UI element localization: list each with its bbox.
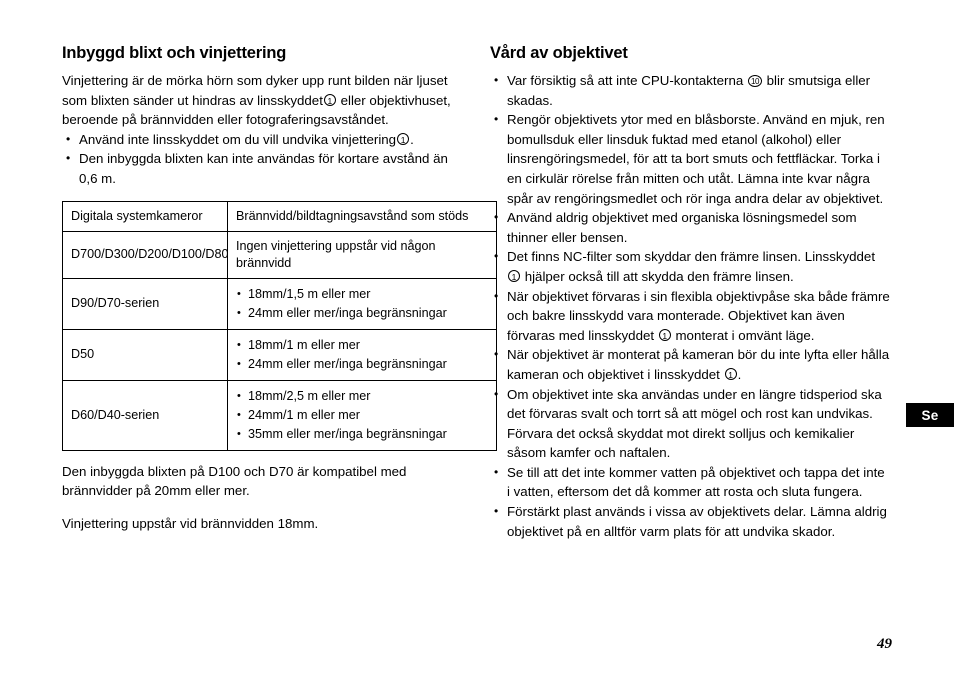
table-cell-list	[236, 285, 488, 323]
table-header-cell-focal: Brännvidd/bildtagningsavstånd som stöds	[228, 201, 497, 231]
list-item	[490, 71, 890, 110]
bullet-text-part1: Det finns NC-filter som skyddar den främre linsen. Linsskyddet	[507, 249, 876, 265]
list-item: • 18mm/2,5 m eller mer	[236, 387, 488, 406]
bullet-text-part1: Förstärkt plast används i vissa av objektivets delar. Lämna aldrig objektivet på en alltför varm plats för att undvika skador.	[507, 504, 887, 539]
right-bullet-list	[490, 71, 890, 541]
list-item	[62, 149, 462, 188]
left-bullet-list	[62, 130, 462, 189]
list-item	[490, 345, 890, 384]
bullet-text-part2: .	[410, 131, 414, 147]
right-column	[490, 44, 890, 541]
circled-number-10-icon: 10	[748, 75, 762, 87]
bullet-text-part2: blir smutsiga eller skadas.	[507, 73, 871, 108]
left-column	[62, 44, 469, 534]
compatibility-table	[62, 201, 497, 451]
circled-number-1-icon: 1	[324, 94, 336, 106]
list-item	[490, 287, 890, 346]
bullet-text-part1: När objektivet är monterat på kameran bör du inte lyfta eller hålla kameran och objektivet i linsskyddet	[507, 347, 890, 382]
list-item	[490, 247, 890, 286]
table-cell-camera: D700/D300/D200/D100/D80	[63, 231, 228, 278]
table-cell-camera: D50	[63, 329, 228, 380]
language-tab-label: Se	[921, 407, 939, 423]
table-row	[63, 329, 497, 380]
list-item: • 24mm eller mer/inga begränsningar	[236, 355, 488, 374]
list-item: • 24mm/1 m eller mer	[236, 406, 488, 425]
list-item	[490, 385, 890, 463]
table-cell-focal	[228, 380, 497, 450]
table-cell-list	[236, 387, 488, 444]
page-number: 49	[877, 636, 892, 652]
table-cell-camera: D60/D40-serien	[63, 380, 228, 450]
circled-number-1-icon: 1	[508, 270, 520, 282]
bullet-text-part1: Om objektivet inte ska användas under en längre tidsperiod ska det förvaras svalt och torrt så att mögel och rost kan undvikas. Förvara det också skyddat mot direkt solljus och kemikalier såsom kamfer och naftalen.	[507, 386, 882, 461]
table-cell-camera: D90/D70-serien	[63, 278, 228, 329]
table-row	[63, 231, 497, 278]
list-item	[490, 208, 890, 247]
bullet-text-part2: .	[737, 366, 742, 382]
table-row	[63, 380, 497, 450]
bullet-text-part1: När objektivet förvaras i sin flexibla objektivpåse ska både främre och bakre linsskydd vara monterade. Objektivet kan även förvaras med linsskyddet	[507, 288, 890, 343]
table-cell-focal	[228, 278, 497, 329]
table-cell-focal: Ingen vinjettering uppstår vid någon brännvidd	[228, 231, 497, 278]
bullet-text-part1: Se till att det inte kommer vatten på objektivet och tappa det inte i vatten, eftersom det då kommer att rosta och sluta fungera.	[507, 464, 885, 500]
table-row	[63, 278, 497, 329]
list-item	[62, 130, 462, 150]
list-item	[490, 110, 890, 208]
left-footnote-2: Vinjettering uppstår vid brännvidden 18mm.	[62, 516, 319, 532]
language-tab-se	[906, 403, 954, 427]
list-item	[490, 502, 890, 541]
left-intro-paragraph	[62, 71, 462, 130]
list-item: • 35mm eller mer/inga begränsningar	[236, 425, 488, 444]
table-header-cell-camera: Digitala systemkameror	[63, 201, 228, 231]
bullet-text-part1: Rengör objektivets ytor med en blåsborste. Använd en mjuk, ren bomullsduk eller linsduk fuktad med etanol (alkohol) eller linsrengöringsmedel, för att ta bort smuts och fettfläckar. Torka i en cirkulär rörelse från mitten och utåt. Lämna inte kvar några spår av rengöringsmedlet och rör inga andra delar av objektivet.	[507, 112, 885, 206]
circled-number-1-icon: 1	[725, 368, 737, 380]
table-cell-list	[236, 336, 488, 374]
list-item: • 24mm eller mer/inga begränsningar	[236, 304, 488, 323]
left-section-title: Inbyggd blixt och vinjettering	[62, 44, 287, 62]
list-item: • 18mm/1 m eller mer	[236, 336, 488, 355]
left-intro-part2: eller objektivhuset, beroende på brännvidden eller fotograferingsavståndet.	[62, 92, 451, 128]
bullet-text-part1: Var försiktig så att inte CPU-kontakterna	[507, 73, 744, 88]
table-cell-focal	[228, 329, 497, 380]
list-item: • 18mm/1,5 m eller mer	[236, 285, 488, 304]
circled-number-1-icon: 1	[659, 329, 671, 341]
circled-number-1-icon: 1	[397, 133, 409, 145]
left-intro-part1: Vinjettering är de mörka hörn som dyker upp runt bilden när ljuset som blixten sänder ut hindras av linsskyddet	[62, 73, 448, 108]
bullet-text-part1: Använd inte linsskyddet om du vill undvika vinjettering	[79, 131, 397, 147]
left-footnote-1: Den inbyggda blixten på D100 och D70 är kompatibel med brännvidder på 20mm eller mer.	[62, 463, 407, 499]
table-header-row	[63, 201, 497, 231]
right-section-title: Vård av objektivet	[490, 44, 628, 62]
bullet-text-part2: monterat i omvänt läge.	[675, 327, 815, 343]
bullet-text-part1: Använd aldrig objektivet med organiska lösningsmedel som thinner eller bensen.	[507, 210, 857, 245]
list-item	[490, 463, 890, 502]
bullet-text-part2: hjälper också till att skydda den främre linsen.	[524, 268, 794, 284]
bullet-text-part1: Den inbyggda blixten kan inte användas för kortare avstånd än 0,6 m.	[79, 151, 448, 186]
